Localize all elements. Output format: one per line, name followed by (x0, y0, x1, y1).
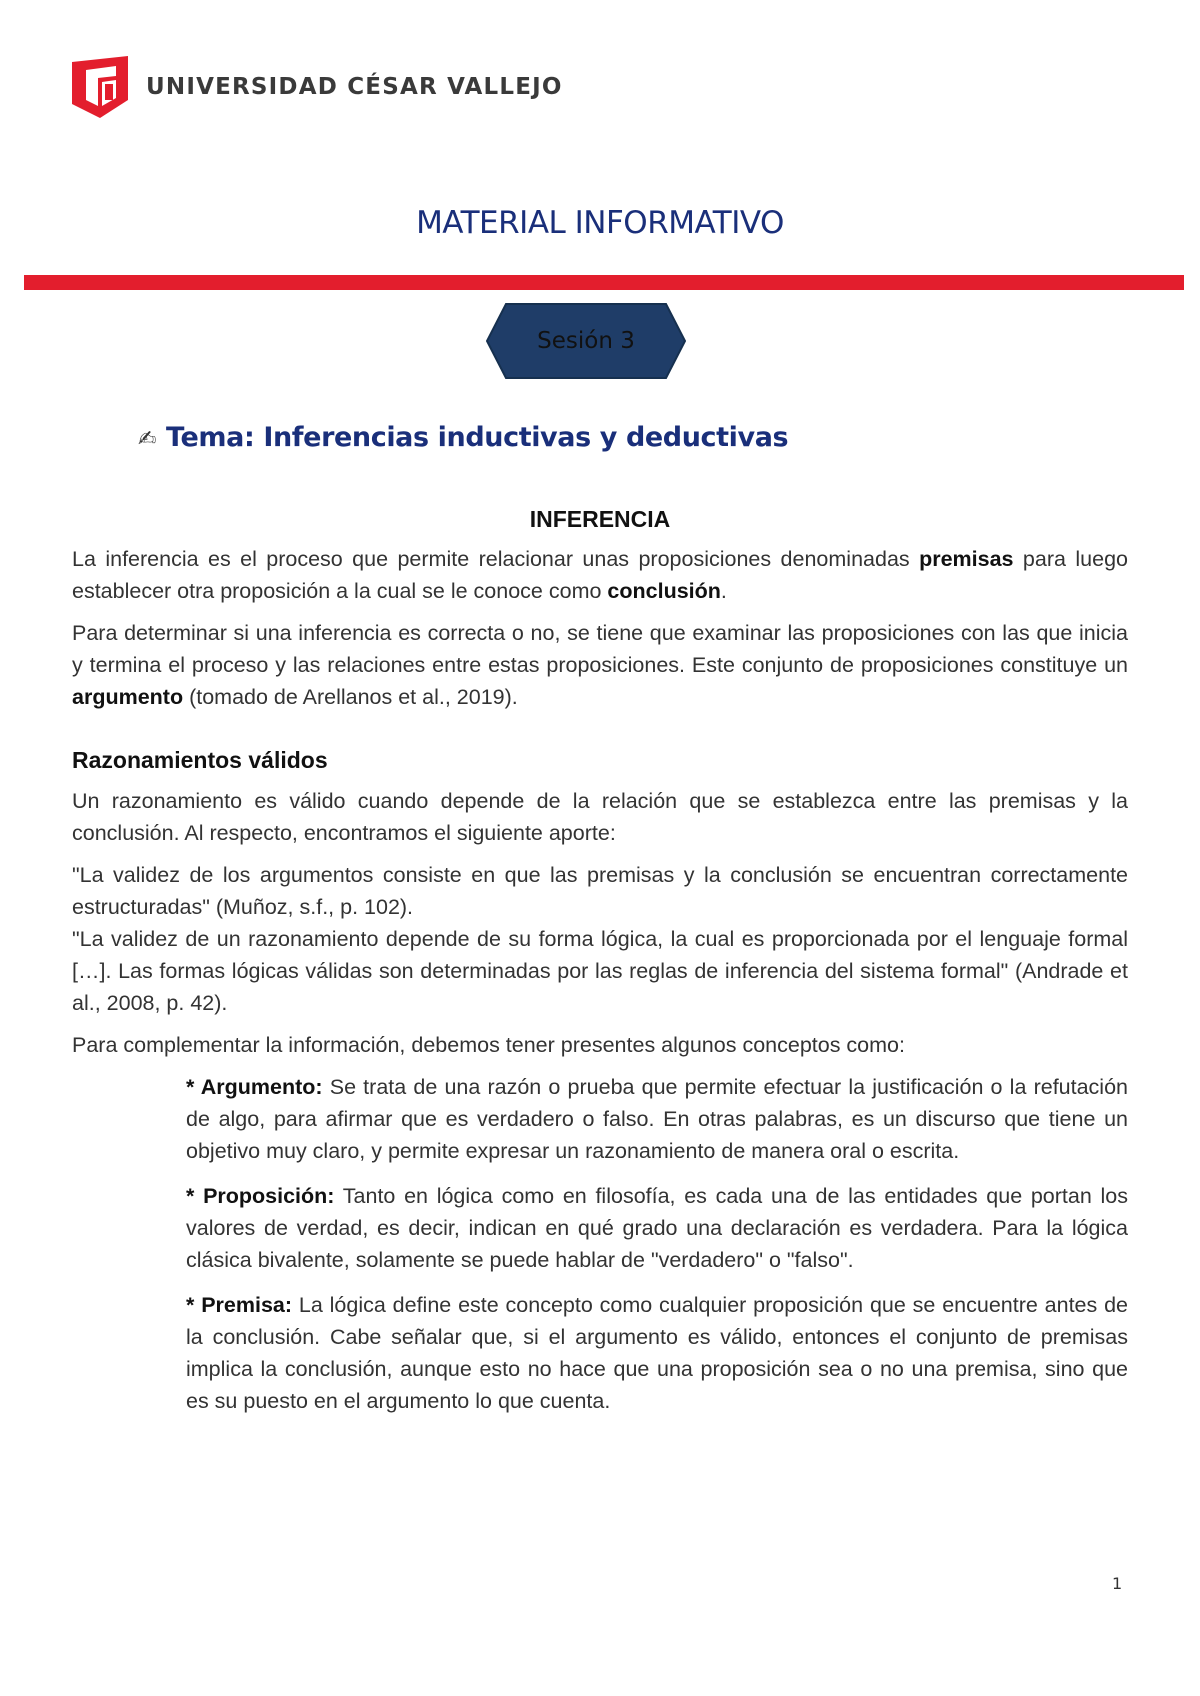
section-heading-inferencia: INFERENCIA (529, 506, 671, 532)
paragraph: Para determinar si una inferencia es correcta o no, se tiene que examinar las proposiciones con las que inicia y termina el proceso y las relaciones entre estas proposiciones. Este conjunto de proposiciones constituye un argumento (tomado de Arellanos et al., 2019). (72, 621, 1128, 709)
definition-item: * Argumento: Se trata de una razón o prueba que permite efectuar la justificación o la refutación de algo, para afirmar que es verdadero o falso. En otras palabras, es un discurso que tiene un objetivo muy claro, y permite expresar un razonamiento de manera oral o escrita. (186, 1075, 1128, 1163)
topic-heading (138, 422, 788, 453)
quote: "La validez de un razonamiento depende de su forma lógica, la cual es proporcionada por el lenguaje formal […]. Las formas lógicas válidas son determinadas por las reglas de inferencia del sistema formal" (Andrade et al., 2008, p. 42). (72, 927, 1128, 1015)
paragraph: La inferencia es el proceso que permite relacionar unas proposiciones denominadas premisas para luego establecer otra proposición a la cual se le conoce como conclusión. (72, 547, 1128, 603)
writing-hand-icon: ✍ (138, 427, 157, 452)
document-body (72, 502, 1128, 1430)
paragraph: Un razonamiento es válido cuando depende de la relación que se establezca entre las premisas y la conclusión. Al respecto, encontramos el siguiente aporte: (72, 789, 1128, 845)
ucv-shield-icon (72, 56, 128, 118)
university-logo (72, 56, 563, 118)
section-heading-razonamientos: Razonamientos válidos (72, 747, 328, 773)
definition-item: * Premisa: La lógica define este concepto como cualquier proposición que se encuentre antes de la conclusión. Cabe señalar que, si el argumento es válido, entonces el conjunto de premisas implica la conclusión, aunque esto no hace que una proposición sea o no una premisa, sino que es su puesto en el argumento lo que cuenta. (186, 1293, 1129, 1413)
university-name: UNIVERSIDAD CÉSAR VALLEJO (146, 74, 563, 100)
page-number: 1 (1112, 1574, 1123, 1593)
paragraph: Para complementar la información, debemos tener presentes algunos conceptos como: (72, 1033, 905, 1057)
definition-item: * Proposición: Tanto en lógica como en filosofía, es cada una de las entidades que portan los valores de verdad, es decir, indican en qué grado una declaración es verdadera. Para la lógica clásica bivalente, solamente se puede hablar de "verdadero" o "falso". (186, 1184, 1128, 1272)
quote: "La validez de los argumentos consiste en que las premisas y la conclusión se encuentran correctamente estructuradas" (Muñoz, s.f., p. 102). (72, 863, 1128, 919)
definition-list (186, 1071, 1128, 1417)
session-label: Sesión 3 (537, 328, 635, 354)
document-title: MATERIAL INFORMATIVO (416, 205, 784, 241)
session-badge (486, 303, 686, 379)
header-divider (24, 275, 1184, 290)
topic-text: Tema: Inferencias inductivas y deductivas (166, 422, 789, 453)
